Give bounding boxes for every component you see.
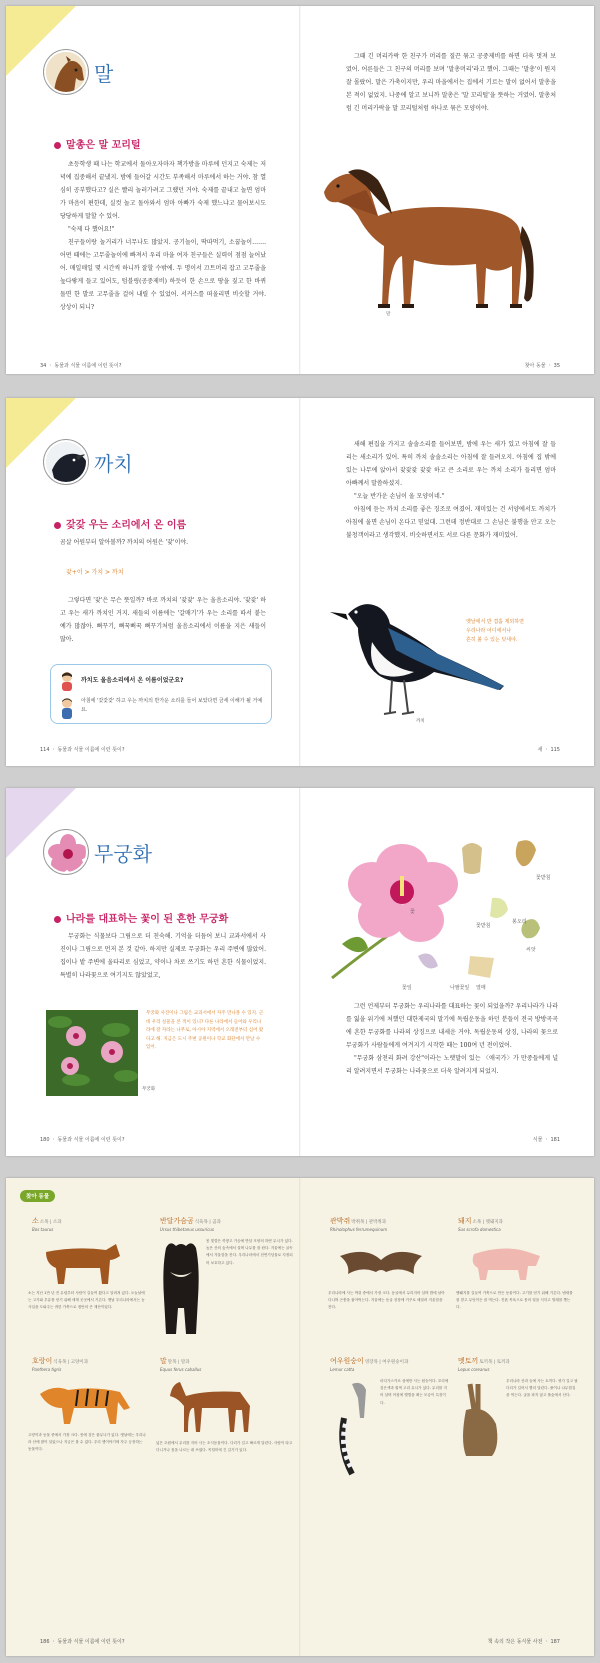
page-title: 말 bbox=[94, 61, 114, 86]
entry-text: 몸 빛깔은 까맣고 가슴에 반달 모양의 하얀 무늬가 있다. 높은 산의 숲속에서 살며 나무를 잘 탄다. 겨울에는 굴속에서 겨울잠을 잔다. 우리나라에서 천연기념물로 지정되어 보호하고 있다. bbox=[206, 1239, 293, 1265]
entry-name: 멧토끼 bbox=[458, 1357, 479, 1365]
folio-left: 34 ㆍ 동물과 식물 이름에 이런 뜻이? bbox=[40, 363, 122, 369]
question-text: 까치도 울음소리에서 온 이름이었군요? bbox=[81, 677, 184, 684]
spread-magpie bbox=[6, 398, 594, 766]
page-title: 까치 bbox=[94, 451, 133, 476]
chapter-header bbox=[44, 830, 152, 874]
label-seed: 씨앗 bbox=[526, 947, 536, 953]
paragraph: 초등학생 때 나는 학교에서 돌아오자마자 책가방을 마루에 던지고 숙제는 저녁에 집중해서 끝냈지. 밤에 들어갈 시간도 부족해서 마루에서 하는 거야. 참 열심히 공부했다고? 실은 빨리 놀러가려고 그랬던 거야. 숙제를 끝내고 놀면 엄마가 마음이 편한데, 실컷 놀고 돌아와서 엄마 아빠가 숙제 했느냐고 물어보시도 당당하게 말할 수 있어. bbox=[60, 161, 266, 220]
subtitle-text: 나라를 대표하는 꽃이 된 흔한 무궁화 bbox=[66, 914, 229, 925]
label-petal: 꽃잎 bbox=[402, 985, 412, 991]
entry-text: 우리나라 산과 들에 사는 토끼다. 귀가 길고 뒷다리가 길어서 빨리 달린다. 풀이나 나무껍질을 먹는다. 굴을 파지 않고 풀숲에서 산다. bbox=[506, 1379, 578, 1398]
label-flower: 꽃 bbox=[410, 909, 415, 915]
entry-latin: Rhinolophus ferrumequinum bbox=[330, 1227, 388, 1232]
spread-animal-dictionary bbox=[6, 1178, 594, 1656]
entry-text: 마다가스카르 섬에만 사는 원숭이다. 꼬리에 검은색과 흰색 고리 무늬가 있다. 무리를 지어 살며 아침에 햇볕을 쬐는 모습이 특징이다. bbox=[380, 1379, 449, 1405]
entry-title bbox=[330, 1356, 408, 1366]
cow-illustration bbox=[36, 1238, 126, 1288]
entry-latin: Lemur catta bbox=[330, 1367, 355, 1372]
illustration-caption: 말 bbox=[386, 312, 391, 317]
magpie-thumbnail bbox=[44, 440, 88, 484]
right-body bbox=[346, 1000, 558, 1078]
child-avatar bbox=[59, 671, 75, 691]
entry-meta: 식육목 | 고양이과 bbox=[53, 1360, 89, 1365]
entry-meta: 박쥐목 | 관박쥐과 bbox=[351, 1220, 387, 1225]
rabbit-illustration bbox=[456, 1380, 506, 1460]
paragraph: 그때 긴 머리카락 한 친구가 머리를 질끈 묶고 공중제비를 하면 더욱 멋져 보였어. 어른들은 그 친구의 머리를 보며 '말총머리'라고 했어. 그때는 '말총'이 뭔지 잘 몰랐어. 말은 가축이지만, 우리 마을에서는 집에서 기르는 말이 없어서 말총을 본 적이 없었지. 나중에 알고 보니까 말총은 '말 꼬리털'을 뜻하는 거였어. 말총처럼 긴 머리카락을 말 꼬리털처럼 하나로 묶은 모양이야. bbox=[346, 53, 556, 112]
entry-name: 여우원숭이 bbox=[330, 1357, 364, 1365]
entry-latin: Equus ferus caballus bbox=[160, 1367, 202, 1372]
section-subtitle bbox=[54, 516, 186, 531]
page-fold bbox=[299, 6, 301, 374]
lemur-illustration bbox=[332, 1378, 382, 1478]
entry-name: 반달가슴곰 bbox=[160, 1217, 194, 1225]
page-fold bbox=[299, 398, 301, 766]
label-pistil: 나팔꽃잎 bbox=[450, 985, 470, 991]
entry-latin: Lepus coreanus bbox=[458, 1367, 490, 1372]
spread-rose-of-sharon bbox=[6, 788, 594, 1156]
left-body: 그렇다면 '갗'은 무슨 뜻일까? 바로 까치의 '갗갗' 우는 울음소리야. '갗갗' 하고 우는 새가 까치인 거지. 새들의 이름에는 '갈매기'가 우는 소리를 따서 붙는 예가 많잖아. 뻐꾸기, 뻐꾹뻐꾹 뻐꾸기처럼 울음소리에서 이름을 지은 새들이 많아. bbox=[60, 597, 266, 643]
tiger-illustration bbox=[34, 1378, 134, 1428]
entry-text: 우리나라에 사는 박쥐 중에서 가장 크다. 동굴에서 무리지어 살며 밤에 날아다니며 곤충을 잡아먹는다. 겨울에는 동굴 천장에 거꾸로 매달려 겨울잠을 잔다. bbox=[328, 1291, 445, 1310]
paragraph: 친구들이랑 놀거리가 너무나도 많았지. 공기놀이, 딱따먹기, 소꿉놀이……. 어떤 때에는 고무줄놀이에 빠져서 우리 마을 여자 친구들은 실력이 점점 늘어났어. 매일매일 몇 시간씩 하니까 잘할 수밖에. 두 명이서 끄트머리 잡고 고무줄을 높다랗게 들고 있어도, 텀블링(공중제비) 하듯이 한 손으로 땅을 짚고 한 바퀴 돌면 한 발로 고무줄을 걸어 내릴 수 있었어. 서커스를 떠올리면 비슷할 거야. 상상이 되니? bbox=[60, 239, 266, 311]
right-body bbox=[346, 438, 556, 542]
entry-name: 말 bbox=[160, 1357, 167, 1365]
folio-right: 책 속의 작은 동식물 사전 ㆍ 187 bbox=[487, 1639, 560, 1645]
flower-thumbnail bbox=[44, 830, 88, 874]
chapter-header bbox=[44, 440, 133, 484]
note-line: 우리나라 어디에서나 bbox=[466, 628, 512, 634]
entry-latin: Ursus thibetanus ussuricus bbox=[160, 1227, 215, 1232]
folio-left: 180 ㆍ 동물과 식물 이름에 이런 뜻이? bbox=[40, 1137, 125, 1143]
side-note bbox=[466, 618, 566, 645]
paragraph: 그런 언제부터 무궁화는 우리나라를 대표하는 꽃이 되었을까? 우리나라가 나라를 잃을 위기에 처했던 대한제국의 말기에 독립운동을 하던 분들이 전국 방방곡곡에 흔한 무궁화를 나라의 상징으로 내세운 거야. 독립운동의 상징, 나라의 꽃으로 무궁화가 사람들에게 여겨지기 시작한 때는 100여 년 전이었어. bbox=[346, 1003, 558, 1049]
note-line: 흔히 볼 수 있는 텃새야. bbox=[466, 637, 518, 643]
paragraph: "오늘 반가운 손님이 올 모양이네." bbox=[354, 493, 445, 500]
bullet-dot bbox=[54, 916, 61, 923]
intro-text: 곰살 어원부터 알아볼까? 까치의 어원은 '갗'이야. bbox=[60, 539, 189, 546]
pig-illustration bbox=[464, 1240, 544, 1284]
bat-illustration bbox=[336, 1242, 426, 1286]
entry-title bbox=[160, 1356, 190, 1366]
entry-meta: 토끼목 | 토끼과 bbox=[479, 1360, 510, 1365]
folio-right: 새 ㆍ 115 bbox=[537, 747, 560, 753]
horse-thumbnail bbox=[44, 50, 88, 94]
left-body: 무궁화는 식물보다 그림으로 더 친숙해. 기억을 더듬어 보니 교과서에서 사진이나 그림으로 먼저 본 것 같아. 하지만 실제로 무궁화는 우리 주변에 많았어. 집이나 밭 주변에 울타리로 심었고, 약이나 차로 쓰기도 하던 흔한 식물이었지. 특별히 나라꽃으로 여기지도 않았었고, bbox=[60, 933, 266, 979]
flower-photo bbox=[46, 1010, 138, 1096]
spread-horse bbox=[6, 6, 594, 374]
dialogue-box bbox=[50, 664, 272, 724]
left-body bbox=[60, 158, 266, 314]
subtitle-text: 갗갗 우는 소리에서 온 이름 bbox=[66, 520, 187, 531]
entry-latin: Bos taurus bbox=[32, 1227, 54, 1232]
entry-meta: 말목 | 말과 bbox=[167, 1360, 190, 1365]
entry-text: 멧돼지를 길들여 가축으로 만든 동물이다. 고기를 얻기 위해 기른다. 냄새를 잘 맡고 무엇이든 잘 먹는다. 진흙 목욕으로 몸의 열을 식히고 벌레를 쫓는다. bbox=[456, 1291, 573, 1310]
illustration-caption: 까치 bbox=[416, 719, 425, 724]
entry-meta: 소목 | 소과 bbox=[39, 1220, 62, 1225]
entry-name: 소 bbox=[32, 1217, 39, 1225]
right-body bbox=[346, 50, 556, 115]
bear-illustration bbox=[156, 1238, 206, 1338]
entry-title bbox=[32, 1216, 62, 1226]
entry-title bbox=[32, 1356, 88, 1366]
label-fruit: 열매 bbox=[476, 985, 486, 991]
entry-title bbox=[160, 1216, 221, 1226]
folio-left: 114 ㆍ 동물과 식물 이름에 이런 뜻이? bbox=[40, 747, 125, 753]
entry-meta: 식육목 | 곰과 bbox=[194, 1220, 221, 1225]
folio-right: 찾아 동물 ㆍ 35 bbox=[524, 363, 560, 369]
label-calyx: 꽃받침 bbox=[476, 923, 491, 929]
entry-text: 소는 지난 1만 년 전 무렵부터 사람이 길들여 왔다고 알려져 있다. 오늘날에는 고기와 우유를 얻기 위해 세계 곳곳에서 기른다. 옛날 우리나라에서는 농사일을 도와주는 귀한 가축으로 집안의 큰 재산이었다. bbox=[28, 1291, 145, 1310]
bullet-dot bbox=[54, 522, 61, 529]
note-line: 옛날에서 반 겹홉 제외하면 bbox=[466, 619, 524, 625]
adult-avatar bbox=[59, 697, 75, 719]
entry-text: 고양이과 동물 중에서 가장 크다. 몸에 검은 줄무늬가 있다. 옛날에는 우리나라 산에 많이 살았으나 지금은 볼 수 없다. 우리 옛이야기에 자주 등장하는 동물이다. bbox=[28, 1433, 146, 1452]
label-bud: 봉오리 bbox=[512, 919, 527, 925]
paragraph: "무궁화 삼천리 화려 강산"이라는 노랫말이 있는 〈애국가〉가 만중들에게 널리 알려지면서 무궁화는 나라꽃으로 더욱 알려지게 되었지. bbox=[346, 1055, 558, 1075]
chapter-header bbox=[44, 50, 113, 94]
entry-name: 관박쥐 bbox=[330, 1217, 351, 1225]
label-bract: 꽃받침 bbox=[536, 875, 551, 881]
folio-left: 186 ㆍ 동물과 식물 이름에 이런 뜻이? bbox=[40, 1639, 125, 1645]
entry-name: 돼지 bbox=[458, 1217, 472, 1225]
etymology-formula: 갗+이 > 가치 > 까치 bbox=[66, 569, 124, 576]
paragraph: 새해 편집을 가지고 솔솔소리를 들어보면, 밤에 우는 새가 있고 아침에 잘 들리는 새소리가 있어. 특히 까치 솔솔소리는 아침에 잘 들려오지. 아침에 집 밖에 있는 나무에 앉아서 갗갗갗 갗갗 하고 큰 소리로 우는 까치 소리가 들리면 엄마 아빠께서 말씀하셨지. bbox=[346, 441, 556, 487]
entry-meta: 영장목 | 여우원숭이과 bbox=[364, 1360, 409, 1365]
horse-small-illustration bbox=[166, 1376, 266, 1436]
entry-title bbox=[458, 1216, 503, 1226]
entry-name: 호랑이 bbox=[32, 1357, 53, 1365]
folio-right: 식물 ㆍ 181 bbox=[532, 1137, 560, 1143]
entry-latin: Sus scrofa domestica bbox=[458, 1227, 501, 1232]
subtitle-text: 말총은 말 꼬리털 bbox=[66, 140, 141, 151]
entry-latin: Panthera tigris bbox=[32, 1367, 62, 1372]
page-fold bbox=[299, 788, 301, 1156]
photo-caption: 무궁화 bbox=[142, 1087, 156, 1092]
flower-diagram bbox=[322, 828, 572, 988]
page-title: 무궁화 bbox=[94, 841, 152, 866]
paragraph: 아침에 듣는 까치 소리를 좋은 징조로 여겼어. 재미있는 건 서양에서도 까치가 아침에 울면 손님이 온다고 믿었대. 그런데 정반대로 그 손님은 불행을 안고 오는 불청객이라고 생각했지. 비슷하면서도 서로 다른 문화가 재미있어. bbox=[346, 506, 556, 539]
page-fold bbox=[299, 1178, 301, 1656]
entry-title bbox=[330, 1216, 386, 1226]
magpie-illustration bbox=[318, 594, 508, 734]
answer-text: 아침에 '갗갗갗' 하고 우는 까치의 반가운 소리를 들어 보았다면 금세 이해가 될 거예요. bbox=[81, 698, 263, 713]
horse-illustration bbox=[318, 156, 558, 336]
bullet-dot bbox=[54, 142, 61, 149]
entry-meta: 소목 | 멧돼지과 bbox=[472, 1220, 503, 1225]
entry-title bbox=[458, 1356, 510, 1366]
section-subtitle bbox=[54, 136, 141, 151]
section-subtitle bbox=[54, 910, 228, 925]
section-badge: 찾아 동물 bbox=[20, 1190, 55, 1202]
photo-note: 무궁화 사진이나 그림은 교과서에서 자주 만나볼 수 있지. 근데 우리 실물을 본 적이 있니? 다른 나라에서 들어와 우리나라에 잘 자라는 나무로, 아시아 지역에서 오래전부터 심어 왔다고 해. 지금은 도시 주변 공원이나 학교 화단에서 만날 수 있어. bbox=[146, 1011, 264, 1050]
paragraph: "숙제 다 했어요!" bbox=[68, 226, 115, 233]
entry-text: 넓은 초원에서 무리를 지어 사는 초식동물이다. 다리가 길고 빠르게 달린다. 사람이 타고 다니거나 짐을 나르는 데 쓰였다. 목덜미에 긴 갈기가 있다. bbox=[156, 1441, 293, 1453]
